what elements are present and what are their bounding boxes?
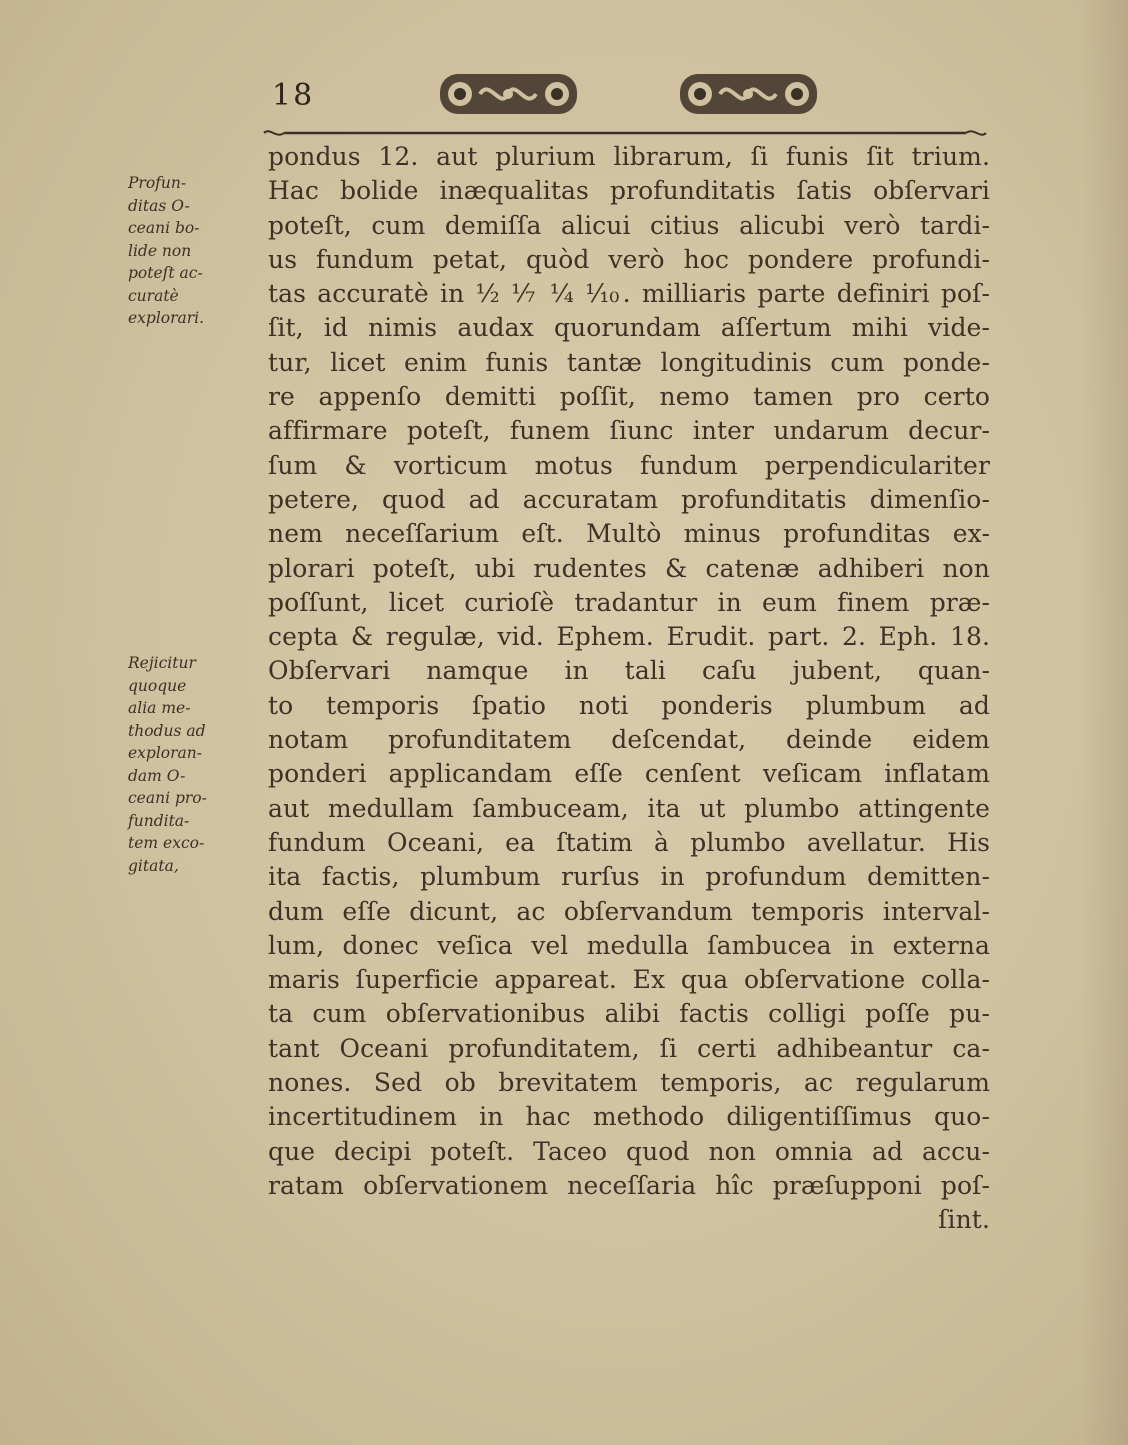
- margin-note-line: gitata,: [128, 856, 179, 875]
- body-line: poteſt, cum demiſſa alicui citius alicubi verò tardi-: [268, 210, 990, 240]
- page-number: 18: [272, 78, 315, 113]
- body-line: poſſunt, licet curioſè tradantur in eum finem præ-: [268, 587, 990, 617]
- margin-note-method: [128, 652, 268, 877]
- margin-note-line: tem exco-: [128, 834, 205, 852]
- body-line: ſint.: [938, 1205, 990, 1235]
- body-line: lum, donec veſica vel medulla ſambucea in externa: [268, 930, 990, 960]
- margin-note-line: ceani bo-: [128, 219, 200, 237]
- body-line: to temporis ſpatio noti ponderis plumbum ad: [268, 690, 990, 720]
- margin-note-line: quoque: [128, 676, 187, 695]
- body-line: petere, quod ad accuratam profunditatis dimenſio-: [268, 484, 990, 514]
- body-line: ratam obſervationem neceſſaria hîc præſupponi poſ-: [268, 1170, 990, 1200]
- body-line: tas accuratè in ½ ⅐ ¼ ⅒. milliaris parte definiri poſ-: [268, 279, 990, 309]
- body-line: incertitudinem in hac methodo diligentiſſimus quo-: [268, 1102, 990, 1132]
- body-line: tant Oceani profunditatem, ſi certi adhibeantur ca-: [268, 1033, 990, 1063]
- body-line: fundum Oceani, ea ſtatim à plumbo avellatur. His: [268, 827, 990, 857]
- body-line: nem neceſſarium eſt. Multò minus profunditas ex-: [268, 519, 990, 549]
- body-line: maris ſuperficie appareat. Ex qua obſervatione colla-: [268, 965, 990, 995]
- page-edge-shadow: [1080, 0, 1128, 1445]
- body-line: nones. Sed ob brevitatem temporis, ac regularum: [268, 1068, 990, 1098]
- margin-note-line: lide non: [128, 241, 192, 260]
- margin-note-line: Profun-: [128, 174, 187, 192]
- body-line: tur, licet enim funis tantæ longitudinis cum ponde-: [268, 347, 990, 377]
- body-line: pondus 12. aut plurium librarum, ſi funis ſit trium.: [268, 142, 990, 171]
- margin-note-line: explorari.: [128, 309, 205, 327]
- margin-note-line: Rejicitur: [128, 654, 196, 672]
- body-line: ta cum obſervationibus alibi factis colligi poſſe pu-: [268, 999, 990, 1029]
- body-line: ſum & vorticum motus fundum perpendiculariter: [268, 450, 990, 480]
- header-rule: [262, 126, 988, 140]
- margin-note-line: exploran-: [128, 744, 202, 762]
- page-header: [268, 70, 988, 130]
- body-line: ita factis, plumbum rurſus in profundum demitten-: [268, 862, 990, 892]
- body-line: aut medullam ſambuceam, ita ut plumbo attingente: [268, 793, 990, 823]
- margin-note-line: ditas O-: [128, 196, 190, 215]
- body-line: plorari poteſt, ubi rudentes & catenæ adhiberi non: [268, 553, 990, 583]
- printer-ornament-icon: [676, 70, 821, 118]
- body-line: ponderi applicandam eſſe cenſent veſicam inflatam: [268, 759, 990, 789]
- body-line: Hac bolide inæqualitas profunditatis ſatis obſervari: [268, 176, 990, 206]
- margin-note-line: poteſt ac-: [128, 264, 203, 282]
- margin-note-line: thodus ad: [128, 721, 206, 740]
- body-line: dum eſſe dicunt, ac obſervandum temporis interval-: [268, 896, 990, 926]
- body-line: Obſervari namque in tali caſu jubent, quan-: [268, 656, 990, 686]
- body-line: cepta & regulæ, vid. Ephem. Erudit. part. 2. Eph. 18.: [268, 622, 990, 652]
- margin-note-line: curatè: [128, 286, 179, 305]
- margin-note-line: ceani pro-: [128, 789, 207, 807]
- body-text: [268, 140, 990, 1238]
- margin-note-depth: [128, 172, 268, 330]
- body-line: affirmare poteſt, funem ſiunc inter undarum decur-: [268, 416, 990, 446]
- body-line: us fundum petat, quòd verò hoc pondere profundi-: [268, 244, 990, 274]
- body-line: que decipi poteſt. Taceo quod non omnia ad accu-: [268, 1136, 990, 1166]
- body-line: ſit, id nimis audax quorundam aſſertum mihi vide-: [268, 313, 990, 343]
- body-line: notam profunditatem deſcendat, deinde eidem: [268, 725, 990, 755]
- margin-note-line: dam O-: [128, 766, 186, 785]
- margin-note-line: alia me-: [128, 699, 191, 717]
- margin-note-line: fundita-: [128, 811, 190, 830]
- printer-ornament-icon: [436, 70, 581, 118]
- body-line: re appenſo demitti poſſit, nemo tamen pro certo: [268, 382, 990, 412]
